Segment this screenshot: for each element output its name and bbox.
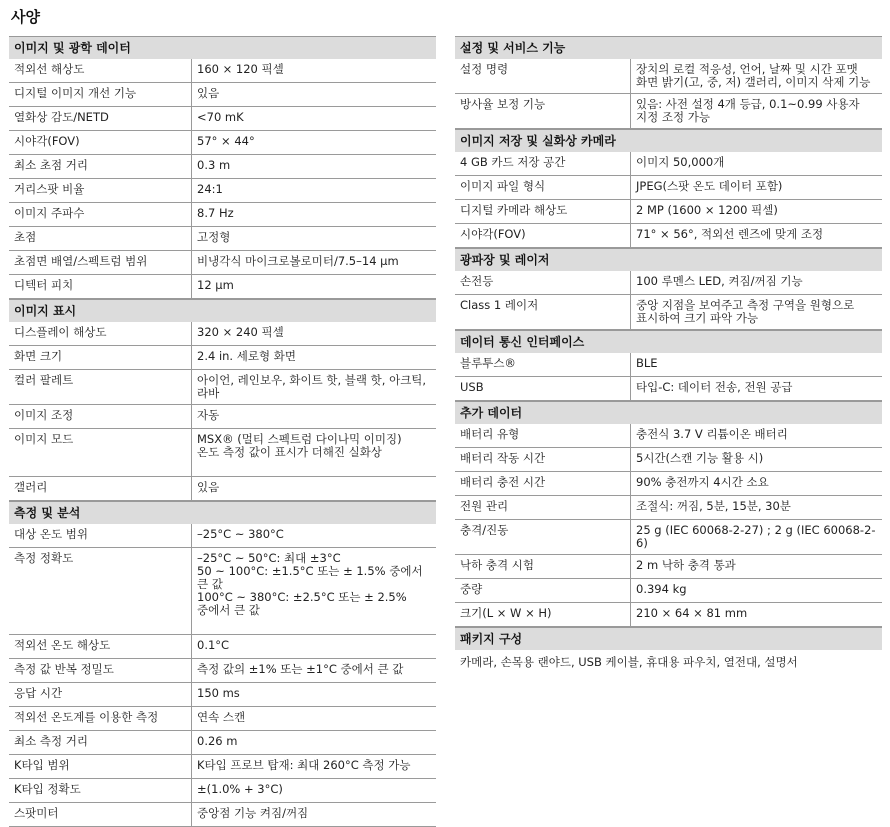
spec-label: 최소 초점 거리 bbox=[9, 155, 192, 179]
spec-row bbox=[455, 200, 882, 224]
spec-label: 손전등 bbox=[455, 271, 631, 295]
spec-value: 0.3 m bbox=[192, 155, 437, 179]
spec-label: 열화상 감도/NETD bbox=[9, 107, 192, 131]
spec-label: 이미지 모드 bbox=[9, 429, 192, 477]
spec-row bbox=[455, 472, 882, 496]
spec-value: 있음 bbox=[192, 477, 437, 501]
spec-row bbox=[9, 155, 436, 179]
spec-row bbox=[455, 377, 882, 401]
spec-label: 컬러 팔레트 bbox=[9, 370, 192, 405]
spec-value: 71° × 56°, 적외선 렌즈에 맞게 조정 bbox=[631, 224, 883, 248]
page-title: 사양 bbox=[11, 8, 40, 26]
spec-row bbox=[9, 251, 436, 275]
spec-table bbox=[9, 322, 436, 501]
spec-value: –25°C ~ 50°C: 최대 ±3°C 50 ~ 100°C: ±1.5°C 또는 ± 1.5% 중에서 큰 값 100°C ~ 380°C: ±2.5°C 또는 ± 2.5% 중에서 큰 값 bbox=[192, 548, 437, 635]
spec-label: 시야각(FOV) bbox=[9, 131, 192, 155]
spec-value: 충전식 3.7 V 리튬이온 배터리 bbox=[631, 424, 883, 448]
spec-value: 25 g (IEC 60068-2-27) ; 2 g (IEC 60068-2-6) bbox=[631, 520, 883, 555]
spec-label: 충격/진동 bbox=[455, 520, 631, 555]
spec-value: 조절식: 꺼짐, 5분, 15분, 30분 bbox=[631, 496, 883, 520]
spec-row bbox=[9, 227, 436, 251]
spec-value: 측정 값의 ±1% 또는 ±1°C 중에서 큰 값 bbox=[192, 659, 437, 683]
spec-label: 전원 관리 bbox=[455, 496, 631, 520]
spec-row bbox=[9, 429, 436, 477]
spec-value: 12 µm bbox=[192, 275, 437, 299]
spec-value: 0.1°C bbox=[192, 635, 437, 659]
right-column bbox=[455, 36, 882, 674]
spec-value: 아이언, 레인보우, 화이트 핫, 블랙 핫, 아크틱, 라바 bbox=[192, 370, 437, 405]
spec-label: Class 1 레이저 bbox=[455, 295, 631, 330]
spec-row bbox=[455, 295, 882, 330]
section-heading: 이미지 표시 bbox=[9, 299, 436, 322]
spec-label: 디텍터 피치 bbox=[9, 275, 192, 299]
spec-row bbox=[455, 520, 882, 555]
spec-row bbox=[9, 635, 436, 659]
spec-label: 거리스팟 비율 bbox=[9, 179, 192, 203]
spec-value: 0.394 kg bbox=[631, 579, 883, 603]
spec-row bbox=[9, 107, 436, 131]
spec-value: BLE bbox=[631, 353, 883, 377]
spec-table bbox=[455, 59, 882, 129]
spec-row bbox=[455, 59, 882, 94]
spec-row bbox=[9, 477, 436, 501]
spec-value: 57° × 44° bbox=[192, 131, 437, 155]
spec-label: 시야각(FOV) bbox=[455, 224, 631, 248]
spec-label: 블루투스® bbox=[455, 353, 631, 377]
package-contents-text: 카메라, 손목용 랜야드, USB 케이블, 휴대용 파우치, 열전대, 설명서 bbox=[460, 655, 798, 669]
spec-row bbox=[455, 176, 882, 200]
spec-label: 이미지 파일 형식 bbox=[455, 176, 631, 200]
spec-row bbox=[9, 659, 436, 683]
spec-row bbox=[9, 405, 436, 429]
spec-value: K타입 프로브 탑재: 최대 260°C 측정 가능 bbox=[192, 755, 437, 779]
spec-row bbox=[455, 496, 882, 520]
spec-value: 고정형 bbox=[192, 227, 437, 251]
spec-table bbox=[455, 424, 882, 627]
spec-label: 응답 시간 bbox=[9, 683, 192, 707]
spec-value: 연속 스캔 bbox=[192, 707, 437, 731]
spec-row bbox=[455, 555, 882, 579]
spec-value: 320 × 240 픽셀 bbox=[192, 322, 437, 346]
spec-row bbox=[9, 203, 436, 227]
spec-value: 160 × 120 픽셀 bbox=[192, 59, 437, 83]
spec-value: ±(1.0% + 3°C) bbox=[192, 779, 437, 803]
spec-row bbox=[9, 524, 436, 548]
spec-row bbox=[9, 275, 436, 299]
spec-row bbox=[9, 322, 436, 346]
spec-row bbox=[9, 131, 436, 155]
spec-row bbox=[9, 683, 436, 707]
section-heading: 이미지 저장 및 실화상 카메라 bbox=[455, 129, 882, 152]
spec-label: K타입 정확도 bbox=[9, 779, 192, 803]
section-heading: 추가 데이터 bbox=[455, 401, 882, 424]
spec-value: 5시간(스캔 기능 활용 시) bbox=[631, 448, 883, 472]
spec-value: 150 ms bbox=[192, 683, 437, 707]
section-heading: 패키지 구성 bbox=[455, 627, 882, 650]
spec-row bbox=[455, 603, 882, 627]
spec-row bbox=[9, 755, 436, 779]
spec-label: 설정 명령 bbox=[455, 59, 631, 94]
spec-label: 적외선 해상도 bbox=[9, 59, 192, 83]
spec-value: 있음: 사전 설정 4개 등급, 0.1~0.99 사용자 지정 조정 가능 bbox=[631, 94, 883, 129]
spec-table bbox=[455, 271, 882, 330]
spec-label: 배터리 유형 bbox=[455, 424, 631, 448]
spec-label: 이미지 주파수 bbox=[9, 203, 192, 227]
spec-value: 8.7 Hz bbox=[192, 203, 437, 227]
spec-row bbox=[9, 346, 436, 370]
section-heading: 측정 및 분석 bbox=[9, 501, 436, 524]
spec-value: MSX® (멀티 스펙트럼 다이나믹 이미징) 온도 측정 값이 표시가 더해진 실화상 bbox=[192, 429, 437, 477]
spec-value: 2.4 in. 세로형 화면 bbox=[192, 346, 437, 370]
spec-value: 자동 bbox=[192, 405, 437, 429]
spec-label: 배터리 충전 시간 bbox=[455, 472, 631, 496]
spec-row bbox=[455, 152, 882, 176]
spec-label: 이미지 조정 bbox=[9, 405, 192, 429]
spec-row bbox=[9, 179, 436, 203]
spec-row bbox=[455, 579, 882, 603]
spec-table bbox=[9, 524, 436, 827]
spec-value: 90% 충전까지 4시간 소요 bbox=[631, 472, 883, 496]
spec-table bbox=[455, 152, 882, 248]
spec-row bbox=[9, 731, 436, 755]
spec-label: 배터리 작동 시간 bbox=[455, 448, 631, 472]
spec-label: 디스플레이 해상도 bbox=[9, 322, 192, 346]
spec-label: 화면 크기 bbox=[9, 346, 192, 370]
section-heading: 광파장 및 레이저 bbox=[455, 248, 882, 271]
spec-label: 크기(L × W × H) bbox=[455, 603, 631, 627]
spec-label: K타입 범위 bbox=[9, 755, 192, 779]
spec-table bbox=[9, 59, 436, 299]
section-heading: 데이터 통신 인터페이스 bbox=[455, 330, 882, 353]
spec-row bbox=[9, 803, 436, 827]
spec-row bbox=[9, 370, 436, 405]
spec-label: 최소 측정 거리 bbox=[9, 731, 192, 755]
spec-row bbox=[455, 271, 882, 295]
spec-row bbox=[455, 353, 882, 377]
spec-label: 초점 bbox=[9, 227, 192, 251]
spec-value: 24:1 bbox=[192, 179, 437, 203]
spec-label: 스팟미터 bbox=[9, 803, 192, 827]
spec-value: 2 MP (1600 × 1200 픽셀) bbox=[631, 200, 883, 224]
spec-row bbox=[455, 448, 882, 472]
section-heading: 이미지 및 광학 데이터 bbox=[9, 36, 436, 59]
spec-label: 디지털 카메라 해상도 bbox=[455, 200, 631, 224]
left-column bbox=[9, 36, 436, 827]
spec-row bbox=[455, 224, 882, 248]
spec-row bbox=[455, 424, 882, 448]
spec-value: 중앙 지점을 보여주고 측정 구역을 원형으로 표시하여 크기 파악 가능 bbox=[631, 295, 883, 330]
spec-label: 대상 온도 범위 bbox=[9, 524, 192, 548]
spec-value: 비냉각식 마이크로볼로미터/7.5–14 µm bbox=[192, 251, 437, 275]
spec-value: <70 mK bbox=[192, 107, 437, 131]
spec-label: 적외선 온도 해상도 bbox=[9, 635, 192, 659]
spec-label: 갤러리 bbox=[9, 477, 192, 501]
spec-value: 타입-C: 데이터 전송, 전원 공급 bbox=[631, 377, 883, 401]
spec-row bbox=[9, 83, 436, 107]
spec-value: 210 × 64 × 81 mm bbox=[631, 603, 883, 627]
spec-label: USB bbox=[455, 377, 631, 401]
spec-value: 장치의 로컬 적응성, 언어, 날짜 및 시간 포맷 화면 밝기(고, 중, 저) 갤러리, 이미지 삭제 기능 bbox=[631, 59, 883, 94]
spec-row bbox=[9, 707, 436, 731]
spec-row bbox=[9, 779, 436, 803]
spec-row bbox=[455, 94, 882, 129]
spec-value: 100 루멘스 LED, 켜짐/꺼짐 기능 bbox=[631, 271, 883, 295]
spec-row bbox=[9, 548, 436, 635]
spec-label: 디지털 이미지 개선 기능 bbox=[9, 83, 192, 107]
spec-label: 측정 정확도 bbox=[9, 548, 192, 635]
spec-label: 방사율 보정 기능 bbox=[455, 94, 631, 129]
spec-value: –25°C ~ 380°C bbox=[192, 524, 437, 548]
spec-value: 있음 bbox=[192, 83, 437, 107]
spec-value: 2 m 낙하 충격 통과 bbox=[631, 555, 883, 579]
section-heading: 설정 및 서비스 기능 bbox=[455, 36, 882, 59]
spec-label: 낙하 충격 시험 bbox=[455, 555, 631, 579]
spec-label: 4 GB 카드 저장 공간 bbox=[455, 152, 631, 176]
spec-label: 적외선 온도계를 이용한 측정 bbox=[9, 707, 192, 731]
spec-value: JPEG(스팟 온도 데이터 포함) bbox=[631, 176, 883, 200]
spec-value: 이미지 50,000개 bbox=[631, 152, 883, 176]
spec-row bbox=[9, 59, 436, 83]
spec-label: 초점면 배열/스펙트럼 범위 bbox=[9, 251, 192, 275]
spec-value: 0.26 m bbox=[192, 731, 437, 755]
spec-value: 중앙점 기능 켜짐/꺼짐 bbox=[192, 803, 437, 827]
spec-table bbox=[455, 353, 882, 401]
spec-label: 측정 값 반복 정밀도 bbox=[9, 659, 192, 683]
spec-label: 중량 bbox=[455, 579, 631, 603]
